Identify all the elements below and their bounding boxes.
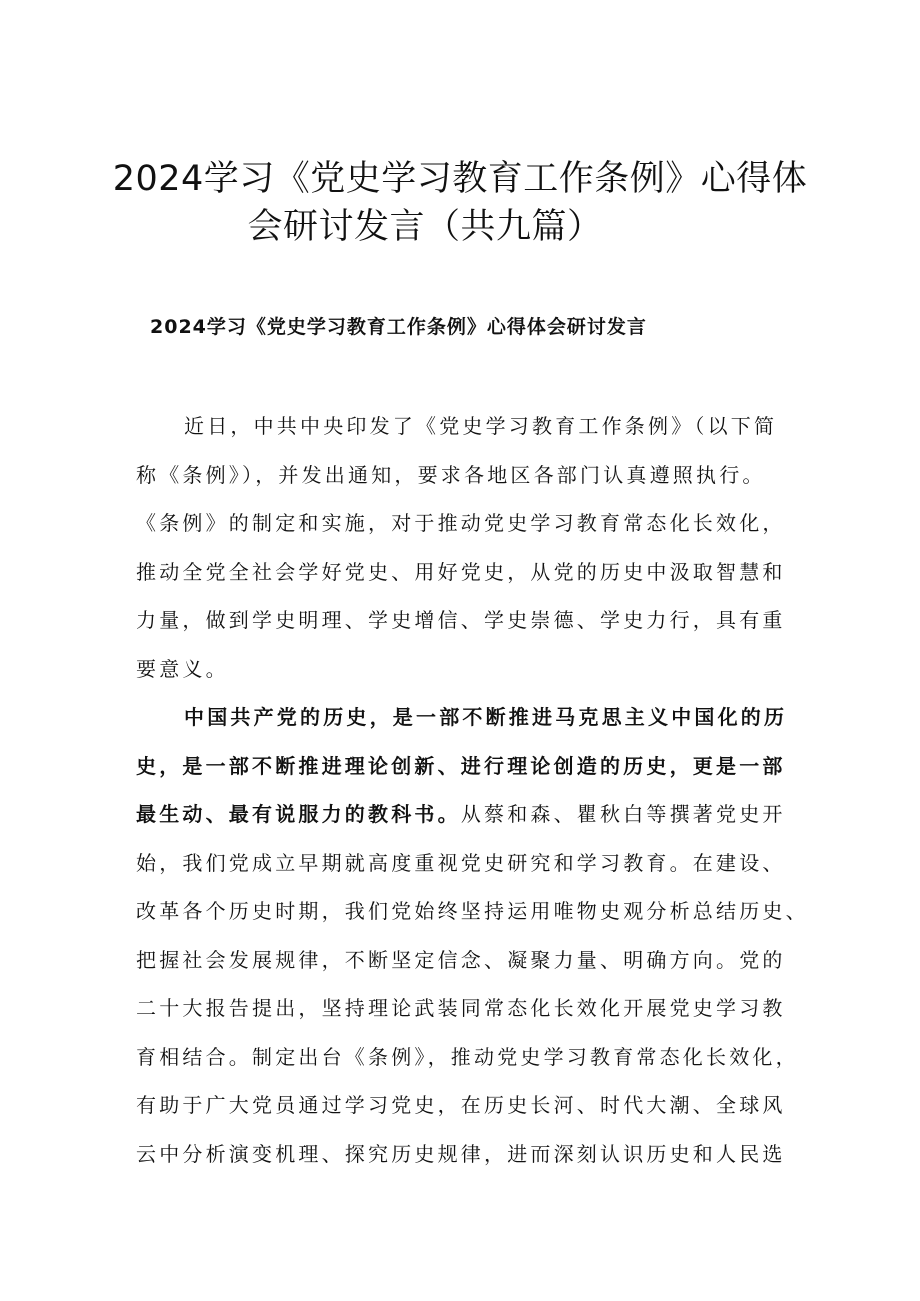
document-body	[136, 402, 809, 1178]
paragraph-line: 《条例》的制定和实施，对于推动党史学习教育常态化长效化，	[136, 511, 786, 535]
paragraph-line: 育相结合。制定出台《条例》，推动党史学习教育常态化长效化，	[136, 1044, 799, 1069]
paragraph-line: 改革各个历史时期，我们党始终坚持运用唯物史观分析总结历史、	[136, 899, 809, 923]
paragraph-line: 有助于广大党员通过学习党史，在历史长河、时代大潮、全球风	[136, 1093, 786, 1117]
document-title	[110, 155, 810, 251]
paragraph-bold-fragment: 最生动、最有说服力的教科书。	[136, 802, 461, 826]
paragraph-line: 把握社会发展规律，不断坚定信念、凝聚力量、明确方向。党的	[136, 947, 786, 972]
section-subtitle: 2024学习《党史学习教育工作条例》心得体会研讨发言	[150, 316, 647, 338]
paragraph-line: 云中分析演变机理、探究历史规律，进而深刻认识历史和人民选	[136, 1141, 786, 1166]
paragraph-line: 推动全党全社会学好党史、用好党史，从党的历史中汲取智慧和	[136, 559, 786, 584]
paragraph-bold-line: 史，是一部不断推进理论创新、进行理论创造的历史，更是一部	[136, 753, 786, 778]
paragraph-mixed-line	[136, 790, 796, 839]
document-title-line-2: 会研讨发言（共九篇）	[247, 207, 603, 247]
paragraph-normal-fragment: 从蔡和森、瞿秋白等撰著党史开	[460, 802, 786, 826]
paragraph-bold-line: 中国共产党的历史，是一部不断推进马克思主义中国化的历	[184, 705, 788, 729]
paragraph-line: 二十大报告提出，坚持理论武装同常态化长效化开展党史学习教	[136, 996, 786, 1020]
paragraph-line: 力量，做到学史明理、学史增信、学史崇德、学史力行，具有重	[136, 608, 786, 632]
document-title-line-1: 2024学习《党史学习教育工作条例》心得体	[112, 159, 808, 199]
paragraph-line: 称《条例》），并发出通知，要求各地区各部门认真遵照执行。	[136, 462, 766, 487]
paragraph-line: 要意义。	[136, 656, 229, 681]
paragraph-line: 近日，中共中央印发了《党史学习教育工作条例》（以下简	[184, 414, 778, 438]
paragraph-line: 始，我们党成立早期就高度重视党史研究和学习教育。在建设、	[136, 850, 786, 875]
paragraph-2	[136, 693, 809, 1178]
paragraph-1	[136, 402, 796, 693]
